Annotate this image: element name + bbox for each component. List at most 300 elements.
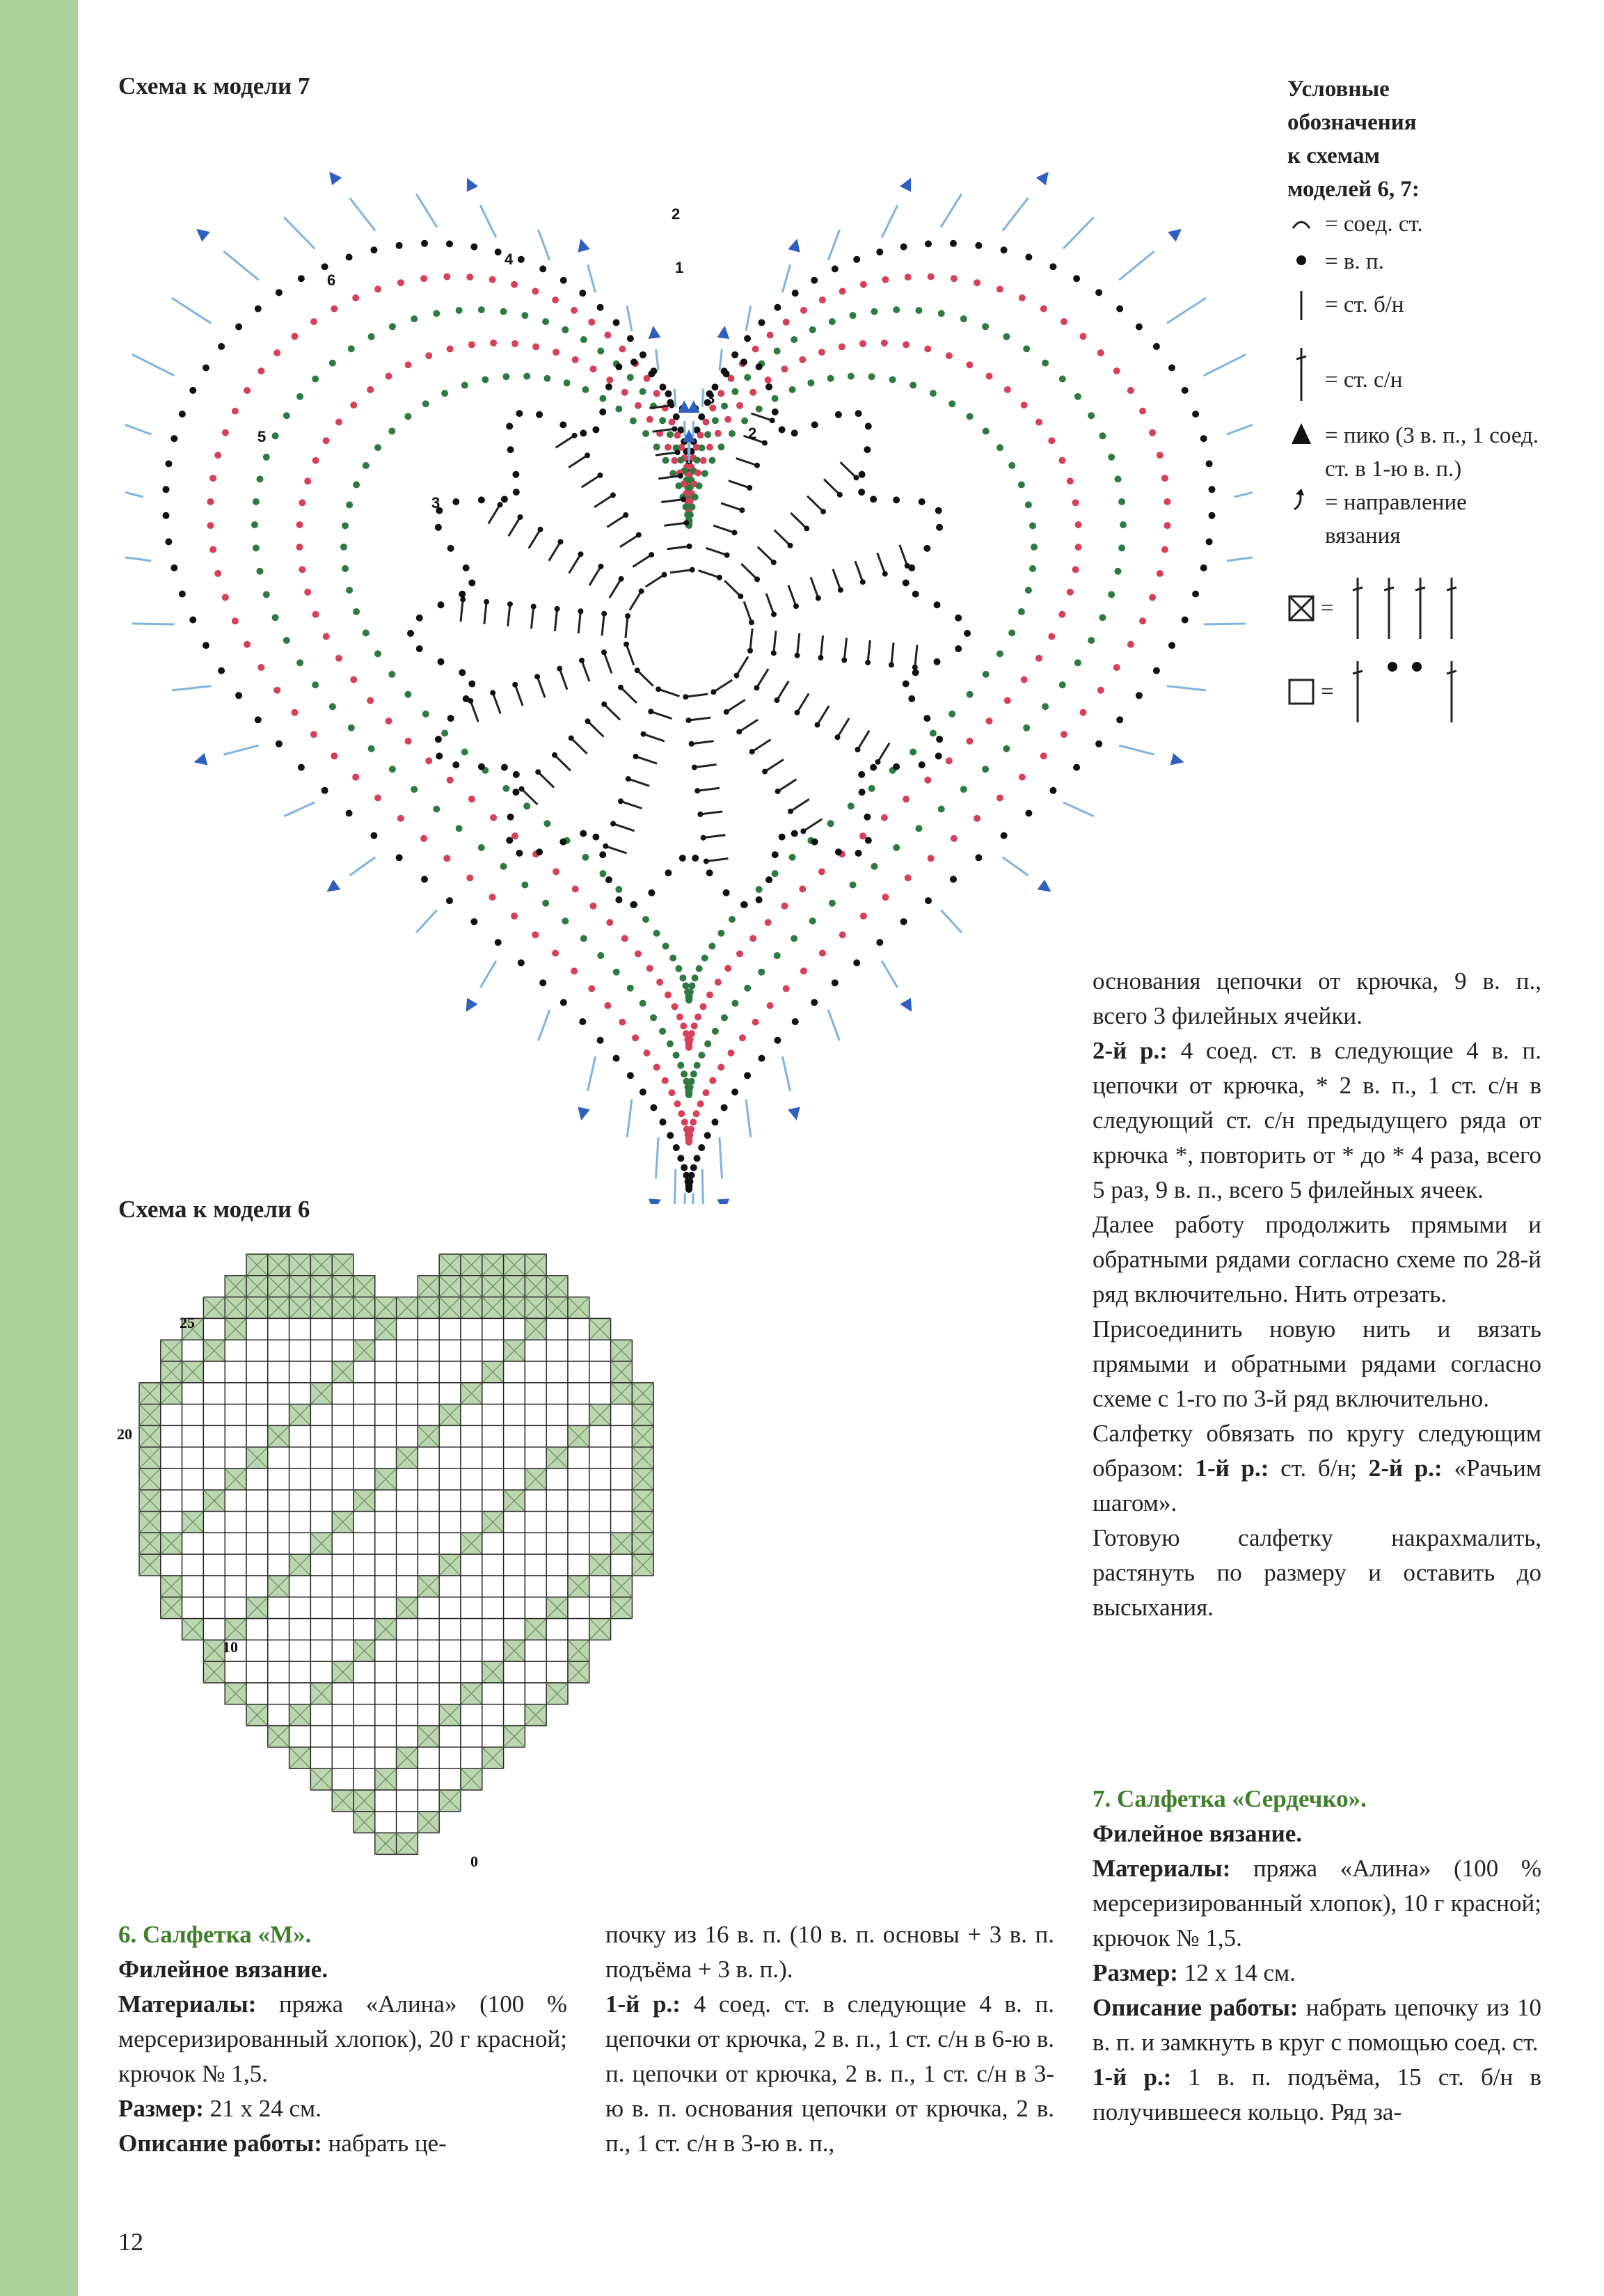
chain-stitch-dot — [717, 930, 724, 937]
grid-cell — [310, 1512, 332, 1533]
grid-cell — [375, 1490, 397, 1512]
legend-row — [1287, 419, 1580, 486]
chain-stitch-dot — [1095, 741, 1102, 747]
chain-stitch-dot — [765, 377, 772, 383]
grid-cell — [354, 1747, 375, 1768]
chain-stitch-dot — [696, 965, 703, 972]
chain-stitch-dot — [1018, 608, 1025, 615]
chain-stitch-dot — [693, 1110, 700, 1117]
chain-stitch-dot — [910, 382, 916, 389]
chain-stitch-dot — [983, 671, 990, 678]
chain-stitch-dot — [986, 373, 993, 380]
chain-stitch-dot — [615, 406, 622, 413]
chain-stitch-dot — [1161, 546, 1168, 553]
chain-stitch-dot — [665, 390, 672, 397]
chain-stitch-dot — [1019, 774, 1026, 781]
chain-stitch-dot — [703, 1089, 710, 1096]
chain-stitch-dot — [889, 377, 896, 383]
chain-stitch-dot — [656, 686, 661, 692]
chain-stitch-dot — [367, 386, 374, 393]
chain-stitch-dot — [744, 374, 751, 381]
stitch-mark — [674, 1169, 676, 1204]
stitch-mark — [1227, 555, 1253, 561]
chain-stitch-dot — [859, 789, 866, 795]
grid-cell — [546, 1468, 568, 1490]
grid-cell — [589, 1468, 611, 1490]
stitch-mark — [607, 515, 626, 527]
chain-stitch-dot — [975, 854, 982, 861]
grid-cell — [546, 1554, 568, 1576]
grid-cell — [482, 1468, 504, 1490]
grid-cell — [504, 1704, 525, 1726]
grid-cell — [439, 1447, 461, 1468]
chain-stitch-dot — [397, 815, 404, 822]
grid-cell — [504, 1447, 525, 1468]
chain-stitch-dot — [1095, 289, 1102, 296]
grid-cell — [225, 1533, 246, 1554]
grid-cell — [203, 1468, 225, 1490]
chain-stitch-dot — [919, 761, 926, 768]
chain-stitch-dot — [648, 370, 655, 377]
chain-stitch-dot — [871, 308, 878, 315]
stitch-mark — [582, 475, 601, 487]
stitch-mark — [820, 635, 823, 658]
chain-stitch-dot — [420, 275, 427, 282]
chain-stitch-dot — [740, 901, 747, 908]
chain-stitch-dot — [758, 969, 765, 976]
grid-cell — [418, 1340, 439, 1361]
chain-stitch-dot — [1072, 566, 1079, 573]
grid-cell — [268, 1318, 289, 1340]
stitch-mark — [692, 741, 714, 744]
chain-stitch-dot — [710, 689, 716, 695]
chain-stitch-dot — [715, 979, 722, 985]
grid-cell — [246, 1554, 268, 1576]
stitch-mark — [1204, 354, 1246, 375]
chain-stitch-dot — [770, 418, 775, 423]
chain-stitch-dot — [489, 276, 496, 283]
grid-cell — [268, 1404, 289, 1426]
chain-stitch-dot — [255, 306, 262, 312]
chain-stitch-dot — [1088, 637, 1095, 644]
chain-stitch-dot — [771, 650, 777, 656]
equals-sign: = — [1321, 596, 1334, 621]
chain-stitch-dot — [1061, 318, 1067, 325]
chain-stitch-dot — [662, 457, 669, 464]
chain-stitch-dot — [292, 709, 299, 716]
picot-triangle — [788, 1107, 800, 1121]
chain-stitch-dot — [791, 830, 798, 837]
chain-stitch-dot — [662, 943, 669, 950]
chain-stitch-dot — [1031, 544, 1038, 551]
chain-stitch-dot — [675, 965, 682, 972]
chain-stitch-dot — [865, 423, 872, 430]
stitch-mark — [858, 731, 870, 750]
grid-cell — [589, 1447, 611, 1468]
grid-cell — [310, 1597, 332, 1619]
chain-stitch-dot — [374, 650, 381, 657]
grid-cell — [246, 1340, 268, 1361]
chain-stitch-dot — [579, 290, 586, 296]
stitch-mark — [636, 757, 657, 763]
grid-cell — [182, 1576, 204, 1597]
chain-stitch-dot — [552, 296, 559, 303]
chain-stitch-dot — [674, 432, 681, 438]
chain-stitch-dot — [511, 281, 518, 288]
grid-cell — [268, 1447, 289, 1468]
stitch-mark — [750, 628, 752, 651]
chain-stitch-dot — [678, 1110, 685, 1117]
grid-cell — [397, 1512, 418, 1533]
stitch-mark — [724, 580, 740, 596]
grid-cell — [310, 1425, 332, 1447]
chain-stitch-dot — [189, 387, 196, 394]
grid-cell — [332, 1640, 354, 1661]
chain-stitch-dot — [433, 310, 440, 317]
chain-stitch-dot — [740, 358, 747, 365]
chain-stitch-dot — [531, 604, 537, 610]
grid-cell — [354, 1683, 375, 1704]
grid-cell — [332, 1726, 354, 1748]
grid-cell — [246, 1512, 268, 1533]
chain-stitch-dot — [1018, 482, 1025, 489]
picot-triangle — [649, 326, 661, 339]
chain-stitch-dot — [752, 1019, 759, 1026]
grid-cell — [504, 1533, 525, 1554]
stitch-mark — [751, 413, 772, 420]
chain-stitch-dot — [579, 1018, 586, 1025]
chain-stitch-dot — [468, 341, 475, 348]
stitch-mark — [744, 601, 752, 622]
grid-cell — [461, 1468, 482, 1490]
page-number: 12 — [118, 2228, 143, 2256]
stitch-mark — [665, 523, 687, 525]
grid-cell — [375, 1340, 397, 1361]
chain-stitch-dot — [683, 503, 690, 510]
stitch-mark — [172, 298, 211, 323]
grid-cell — [439, 1726, 461, 1748]
chain-stitch-dot — [615, 896, 622, 903]
chain-stitch-dot — [1116, 716, 1123, 723]
grid-cell — [310, 1576, 332, 1597]
chain-stitch-dot — [519, 786, 525, 792]
chain-stitch-dot — [405, 738, 412, 745]
chain-stitch-dot — [827, 375, 834, 382]
chain-stitch-dot — [507, 446, 514, 453]
grid-cell — [461, 1747, 482, 1768]
chain-stitch-dot — [389, 323, 396, 330]
chain-stitch-dot — [681, 497, 686, 502]
chain-stitch-dot — [697, 1100, 704, 1107]
chain-stitch-dot — [446, 240, 453, 247]
grid-cell — [375, 1683, 397, 1704]
chain-stitch-dot — [709, 1077, 716, 1084]
chain-stitch-dot — [950, 240, 957, 247]
chain-stitch-dot — [1049, 263, 1056, 270]
chain-stitch-dot — [653, 1064, 660, 1071]
grid-cell — [332, 1747, 354, 1768]
chain-stitch-dot — [848, 373, 855, 380]
grid-cell — [289, 1533, 311, 1554]
stitch-mark — [828, 230, 839, 260]
chain-stitch-dot — [1073, 275, 1080, 282]
grid-cell — [482, 1683, 504, 1704]
chain-stitch-dot — [1139, 408, 1146, 415]
stitch-mark — [693, 421, 694, 437]
grid-cell — [354, 1383, 375, 1404]
stitch-mark — [539, 1010, 550, 1040]
legend-title-line: Условные — [1287, 77, 1390, 102]
grid-cell — [482, 1425, 504, 1447]
chain-stitch-dot — [948, 400, 955, 407]
chain-stitch-dot — [502, 785, 509, 792]
chain-stitch-dot — [569, 736, 574, 741]
chain-stitch-dot — [640, 1000, 646, 1007]
row-number-label: 4 — [505, 251, 514, 268]
chain-stitch-dot — [635, 951, 642, 958]
chain-stitch-dot — [774, 347, 781, 354]
chain-stitch-dot — [690, 1070, 697, 1077]
chain-stitch-dot — [767, 1002, 774, 1009]
chain-stitch-dot — [728, 1050, 735, 1056]
grid-cell — [546, 1619, 568, 1640]
chain-stitch-dot — [692, 855, 699, 862]
stitch-mark — [1003, 198, 1029, 230]
chain-stitch-dot — [905, 274, 912, 280]
chain-stitch-dot — [1059, 681, 1066, 688]
stitch-mark — [868, 640, 870, 663]
chain-stitch-dot — [1149, 429, 1156, 436]
chain-stitch-dot — [721, 1014, 728, 1021]
chain-stitch-dot — [501, 496, 508, 502]
chain-stitch-dot — [425, 757, 432, 764]
chain-stitch-dot — [518, 256, 525, 263]
chain-stitch-dot — [461, 749, 468, 756]
chain-stitch-dot — [706, 444, 713, 451]
chain-stitch-dot — [667, 1132, 674, 1139]
grid-cell — [504, 1619, 525, 1640]
scheme-7-caption: Схема к модели 7 — [118, 72, 310, 100]
chain-stitch-dot — [1116, 306, 1123, 312]
grid-cell — [568, 1361, 589, 1383]
chain-stitch-dot — [606, 919, 613, 926]
equals-sign: = — [1321, 679, 1334, 704]
chain-stitch-dot — [350, 402, 357, 409]
chain-stitch-dot — [435, 524, 442, 531]
chain-stitch-dot — [795, 710, 800, 715]
grid-cell — [268, 1340, 289, 1361]
picot-triangle — [327, 880, 341, 892]
grid-cell — [332, 1619, 354, 1640]
chain-stitch-dot — [512, 789, 519, 795]
chain-stitch-dot — [1161, 475, 1168, 482]
chain-stitch-dot — [749, 389, 756, 396]
grid-cell — [289, 1576, 311, 1597]
grid-cell — [482, 1318, 504, 1340]
legend-title-line: к схемам — [1287, 143, 1381, 168]
stitch-mark — [644, 734, 665, 741]
stitch-mark — [729, 481, 749, 488]
grid-cell — [482, 1490, 504, 1512]
grid-cell — [589, 1425, 611, 1447]
stitch-mark — [775, 530, 791, 545]
chain-stitch-dot — [736, 402, 743, 409]
grid-cell — [161, 1468, 182, 1490]
chain-stitch-dot — [950, 876, 957, 882]
arrow-icon — [1287, 486, 1325, 523]
chain-stitch-dot — [170, 564, 177, 571]
chain-stitch-dot — [672, 1003, 678, 1010]
chain-stitch-dot — [694, 1013, 701, 1020]
grid-cell — [161, 1512, 182, 1533]
chain-stitch-dot — [694, 788, 700, 793]
grid-cell — [203, 1597, 225, 1619]
chain-stitch-dot — [905, 563, 910, 569]
grid-cell — [589, 1383, 611, 1404]
grid-cell — [397, 1683, 418, 1704]
chain-stitch-dot — [370, 832, 377, 839]
chain-stitch-dot — [630, 358, 637, 365]
chain-stitch-dot — [542, 900, 549, 907]
stitch-mark — [841, 462, 857, 477]
grid-row-label-0: 0 — [470, 1853, 478, 1870]
chain-stitch-dot — [936, 524, 943, 531]
chain-stitch-dot — [677, 1155, 684, 1162]
grid-cell — [268, 1640, 289, 1661]
chain-stitch-dot — [605, 383, 612, 390]
chain-stitch-dot — [724, 416, 731, 423]
chain-stitch-dot — [729, 430, 736, 437]
picot-triangle — [196, 229, 210, 242]
grid-cell — [375, 1747, 397, 1768]
chain-stitch-dot — [1074, 659, 1081, 666]
chain-stitch-dot — [1003, 745, 1010, 752]
grid-cell — [375, 1383, 397, 1404]
model-6-technique: Филейное вязание. — [118, 1956, 328, 1983]
grid-cell — [332, 1425, 354, 1447]
chain-stitch-dot — [723, 370, 730, 377]
stitch-mark — [1063, 802, 1094, 816]
grid-cell — [504, 1404, 525, 1426]
grid-cell — [525, 1533, 546, 1554]
grid-cell — [546, 1340, 568, 1361]
grid-cell — [161, 1554, 182, 1576]
stitch-mark — [604, 704, 620, 720]
chain-stitch-dot — [936, 736, 943, 743]
chain-stitch-dot — [513, 489, 520, 496]
chain-stitch-dot — [597, 347, 604, 354]
paragraph: основания цепочки от крючка, 9 в. п., всего 3 филейных ячейки. — [1093, 967, 1541, 1029]
chain-stitch-dot — [759, 1055, 765, 1062]
chain-stitch-dot — [179, 591, 186, 598]
legend-text: = направление вязания — [1325, 490, 1467, 548]
grid-cell — [203, 1425, 225, 1447]
grid-row-label-20: 20 — [117, 1425, 132, 1443]
chain-stitch-dot — [818, 349, 825, 356]
paragraph: Салфетку обвязать по кругу следующим образом: 1-й р.: ст. б/н; 2-й р.: «Рачьим шагом». — [1093, 1420, 1541, 1517]
stitch-mark — [803, 819, 822, 831]
chain-stitch-dot — [560, 999, 567, 1006]
chain-stitch-dot — [621, 935, 628, 942]
chain-stitch-dot — [478, 763, 485, 770]
chain-stitch-dot — [585, 452, 590, 458]
chain-stitch-dot — [724, 553, 730, 558]
chain-stitch-dot — [253, 498, 260, 505]
grid-cell — [418, 1747, 439, 1768]
arc-icon — [1287, 207, 1325, 245]
stitch-mark — [571, 738, 587, 754]
grid-cell — [354, 1726, 375, 1748]
chain-stitch-dot — [1004, 386, 1011, 393]
stitch-mark — [765, 759, 784, 771]
chain-stitch-dot — [708, 943, 715, 950]
chain-stitch-dot — [536, 848, 543, 855]
chain-stitch-dot — [1108, 591, 1115, 598]
chain-stitch-dot — [1075, 521, 1082, 528]
chain-stitch-dot — [1058, 457, 1065, 464]
grid-cell — [439, 1640, 461, 1661]
chain-stitch-dot — [1023, 725, 1030, 731]
stitch-mark — [555, 755, 571, 770]
chain-stitch-dot — [819, 296, 826, 303]
grid-cell — [354, 1704, 375, 1726]
stitch-mark — [788, 585, 796, 606]
chain-stitch-dot — [640, 388, 646, 395]
chain-stitch-dot — [310, 731, 317, 738]
grid-cell — [461, 1447, 482, 1468]
paragraph: 1-й р.: 4 соед. ст. в следующие 4 в. п. цепочки от крючка, 2 в. п., 1 ст. с/н в 6-ю в. п. цепочки от крючка, 2 в. п., 1 ст. с/н в 3-ю в. п. основания цепочки от крючка, 2 в. п., 1 ст. с/н в 3-ю в. п., — [605, 1990, 1054, 2157]
chain-stitch-dot — [363, 462, 370, 469]
chain-stitch-dot — [1042, 360, 1049, 367]
grid-cell — [225, 1383, 246, 1404]
chain-stitch-dot — [1035, 655, 1042, 662]
chain-stitch-dot — [560, 277, 567, 284]
grid-cell — [439, 1490, 461, 1512]
grid-cell — [418, 1404, 439, 1426]
chain-stitch-dot — [433, 806, 440, 813]
stitch-mark — [791, 513, 807, 528]
stitch-mark — [223, 745, 259, 754]
grid-cell — [310, 1726, 332, 1748]
chain-stitch-dot — [783, 319, 790, 326]
chain-stitch-dot — [919, 498, 926, 505]
grid-cell — [397, 1404, 418, 1426]
stitch-mark — [1003, 857, 1029, 876]
chain-stitch-dot — [1200, 564, 1207, 571]
stitch-mark — [697, 788, 720, 791]
grid-row-label-25: 25 — [180, 1314, 195, 1331]
model-7-section — [1093, 1782, 1541, 2130]
chain-stitch-dot — [396, 242, 403, 249]
chain-stitch-dot — [621, 389, 628, 396]
chain-stitch-dot — [463, 564, 470, 571]
grid-cell — [246, 1468, 268, 1490]
chain-stitch-dot — [771, 560, 777, 565]
grid-cell — [375, 1361, 397, 1383]
grid-cell — [482, 1383, 504, 1404]
chain-stitch-dot — [470, 244, 477, 251]
grid-cell — [375, 1512, 397, 1533]
chain-stitch-dot — [599, 395, 606, 402]
grid-cell — [332, 1683, 354, 1704]
stitch-mark — [878, 743, 890, 762]
chain-stitch-dot — [684, 512, 691, 518]
chain-stitch-dot — [860, 281, 867, 288]
grid-cell — [397, 1533, 418, 1554]
chain-stitch-dot — [346, 254, 353, 261]
stitch-mark — [480, 961, 496, 988]
stitch-mark — [824, 479, 840, 494]
